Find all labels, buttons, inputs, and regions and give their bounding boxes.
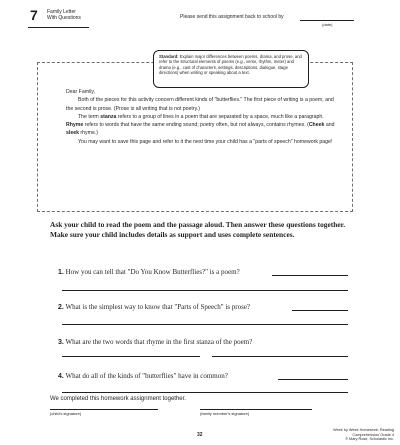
p2-text: rhyme.): [78, 130, 99, 137]
question-number: 4.: [58, 373, 64, 380]
header-divider: [28, 27, 89, 28]
answer-line[interactable]: [62, 290, 348, 291]
unit-number: 7: [30, 7, 38, 23]
header-title: [47, 9, 107, 21]
question-number: 2.: [58, 304, 64, 311]
question-number: 1.: [58, 269, 64, 276]
term-rhyme: Rhyme: [66, 122, 84, 129]
question-number: 3.: [58, 339, 64, 346]
answer-line[interactable]: [62, 392, 348, 393]
credit-line: [320, 428, 394, 442]
answer-line[interactable]: [62, 324, 348, 325]
letter-body: [66, 88, 336, 146]
question-text: What do all of the kinds of "butterflies" have in common?: [65, 372, 228, 380]
standard-box: [153, 50, 309, 88]
credit-line-1: Week by Week Homework: Reading Comprehension Grade 4: [333, 428, 394, 437]
date-label: (date): [322, 22, 333, 27]
p2-text: refers to a group of lines in a poem that are separated by a space, much like a paragraph.: [116, 113, 324, 120]
family-signature-label: (family member's signature): [200, 411, 250, 416]
term-stanza: stanza: [100, 113, 117, 120]
example-sleek: sleek: [66, 130, 79, 137]
standard-label: Standard:: [159, 54, 179, 59]
p2-text: and: [324, 122, 335, 129]
question-text: How you can tell that "Do You Know Butterflies?" is a poem?: [65, 268, 240, 276]
p2-text: refers to words that have the same ending sound; poetry often, but not always, contains rhymes. (: [83, 122, 309, 129]
standard-text: Explain major differences between poems, drama, and prose, and refer to the structural elements of poems (e.g., verse, rhythm, meter) and drama (e.g., cast of characters, settings, descriptions, dialogue, stage directions) when writing or speaking about a text.: [159, 54, 302, 76]
answer-line[interactable]: [272, 275, 348, 276]
answer-line[interactable]: [212, 356, 348, 357]
child-signature-line[interactable]: [50, 409, 158, 410]
answer-line[interactable]: [278, 379, 348, 380]
question-2: [58, 303, 250, 312]
p2-text: The term: [78, 113, 101, 120]
question-text: What are the two words that rhyme in the first stanza of the poem?: [65, 338, 253, 346]
page-number: 32: [197, 432, 203, 438]
child-signature-label: (child's signature): [50, 411, 82, 416]
letter-paragraph-1: Both of the pieces for this activity concern different kinds of "butterflies." The first piece of writing is a poem, and the second is prose. (Prose is all writing that is not poetry.): [66, 97, 334, 112]
family-signature-line[interactable]: [200, 409, 312, 410]
question-3: [58, 338, 252, 347]
answer-line[interactable]: [292, 310, 348, 311]
example-cheek: Cheek: [308, 122, 325, 129]
send-back-text: Please send this assignment back to school by: [180, 14, 284, 20]
letter-greeting: Dear Family,: [66, 89, 96, 95]
answer-line[interactable]: [62, 356, 200, 357]
letter-paragraph-3: You may want to save this page and refer to it the next time your child has a "parts of speech" homework page!: [78, 138, 333, 145]
question-text: What is the simplest way to know that "Parts of Speech" is prose?: [65, 303, 251, 311]
completed-statement: We completed this homework assignment together.: [50, 396, 186, 402]
header-title-line1: Family Letter: [47, 9, 76, 15]
question-1: [58, 268, 240, 277]
letter-paragraph-2: [66, 113, 336, 138]
date-answer-line[interactable]: [300, 20, 354, 21]
header-title-line2: With Questions: [47, 15, 81, 21]
question-4: [58, 372, 228, 381]
instructions: Ask your child to read the poem and the passage aloud. Then answer these questions together. Make sure your child includes details as support and uses complete sentences.: [50, 220, 346, 239]
credit-line-2: © Mary Rose, Scholastic Inc.: [345, 437, 394, 442]
